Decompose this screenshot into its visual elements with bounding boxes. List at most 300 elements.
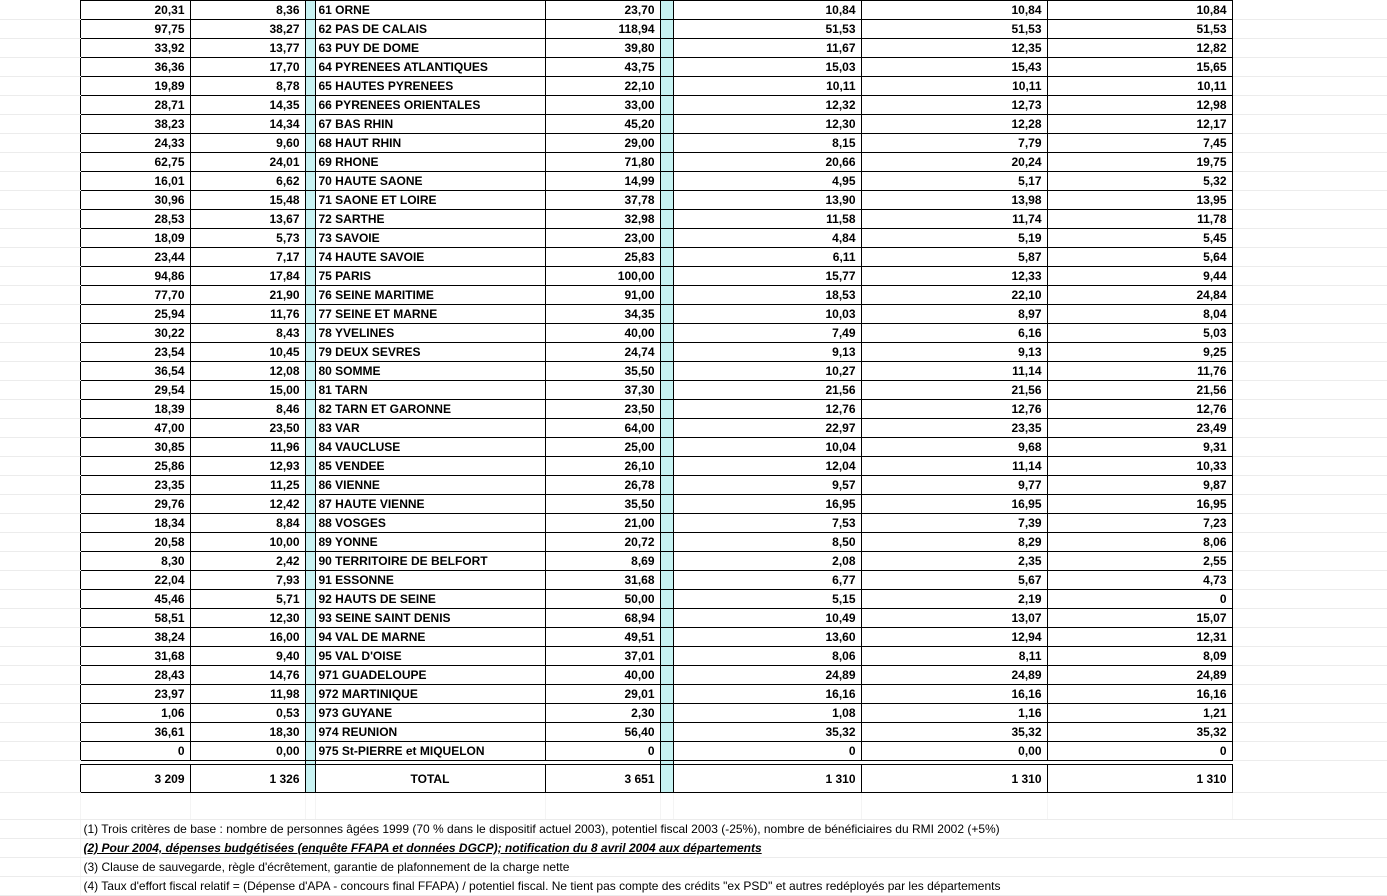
value-cell[interactable]: 24,89	[673, 666, 861, 685]
value-cell[interactable]: 0,53	[190, 704, 305, 723]
value-cell[interactable]: 11,58	[673, 210, 861, 229]
value-cell[interactable]: 0,00	[861, 742, 1047, 761]
value-cell[interactable]: 4,73	[1047, 571, 1232, 590]
value-cell[interactable]: 12,76	[861, 400, 1047, 419]
value-cell[interactable]: 10,03	[673, 305, 861, 324]
empty-cell[interactable]	[305, 793, 315, 820]
department-cell[interactable]: 80 SOMME	[315, 362, 545, 381]
value-cell[interactable]: 7,93	[190, 571, 305, 590]
value-cell[interactable]: 43,75	[545, 58, 660, 77]
value-cell[interactable]: 10,33	[1047, 457, 1232, 476]
filler-cell[interactable]	[0, 305, 80, 324]
value-cell[interactable]: 12,94	[861, 628, 1047, 647]
value-cell[interactable]: 7,17	[190, 248, 305, 267]
value-cell[interactable]: 5,87	[861, 248, 1047, 267]
value-cell[interactable]: 13,60	[673, 628, 861, 647]
value-cell[interactable]: 39,80	[545, 39, 660, 58]
value-cell[interactable]: 7,23	[1047, 514, 1232, 533]
value-cell[interactable]: 5,03	[1047, 324, 1232, 343]
filler-cell[interactable]	[1232, 343, 1387, 362]
filler-cell[interactable]	[0, 324, 80, 343]
value-cell[interactable]: 7,49	[673, 324, 861, 343]
empty-cell[interactable]	[80, 793, 190, 820]
filler-cell[interactable]	[0, 229, 80, 248]
filler-cell[interactable]	[0, 153, 80, 172]
total-value-cell[interactable]: 3 651	[545, 765, 660, 793]
filler-cell[interactable]	[1232, 571, 1387, 590]
department-cell[interactable]: 75 PARIS	[315, 267, 545, 286]
filler-cell[interactable]	[1232, 381, 1387, 400]
value-cell[interactable]: 12,32	[673, 96, 861, 115]
value-cell[interactable]: 25,86	[80, 457, 190, 476]
total-value-cell[interactable]: 3 209	[80, 765, 190, 793]
department-cell[interactable]: 67 BAS RHIN	[315, 115, 545, 134]
value-cell[interactable]: 13,77	[190, 39, 305, 58]
department-cell[interactable]: 76 SEINE MARITIME	[315, 286, 545, 305]
filler-cell[interactable]	[0, 77, 80, 96]
value-cell[interactable]: 23,50	[190, 419, 305, 438]
filler-cell[interactable]	[1232, 210, 1387, 229]
filler-cell[interactable]	[0, 362, 80, 381]
filler-cell[interactable]	[0, 248, 80, 267]
value-cell[interactable]: 38,23	[80, 115, 190, 134]
department-cell[interactable]: 89 YONNE	[315, 533, 545, 552]
filler-cell[interactable]	[1232, 134, 1387, 153]
value-cell[interactable]: 10,84	[861, 1, 1047, 20]
value-cell[interactable]: 58,51	[80, 609, 190, 628]
value-cell[interactable]: 24,89	[861, 666, 1047, 685]
value-cell[interactable]: 24,01	[190, 153, 305, 172]
value-cell[interactable]: 13,67	[190, 210, 305, 229]
value-cell[interactable]: 7,79	[861, 134, 1047, 153]
value-cell[interactable]: 14,99	[545, 172, 660, 191]
filler-cell[interactable]	[0, 476, 80, 495]
value-cell[interactable]: 34,35	[545, 305, 660, 324]
value-cell[interactable]: 10,45	[190, 343, 305, 362]
filler-cell[interactable]	[0, 172, 80, 191]
value-cell[interactable]: 18,39	[80, 400, 190, 419]
department-cell[interactable]: 86 VIENNE	[315, 476, 545, 495]
value-cell[interactable]: 24,74	[545, 343, 660, 362]
value-cell[interactable]: 21,90	[190, 286, 305, 305]
value-cell[interactable]: 16,95	[673, 495, 861, 514]
value-cell[interactable]: 118,94	[545, 20, 660, 39]
value-cell[interactable]: 10,04	[673, 438, 861, 457]
filler-cell[interactable]	[1232, 495, 1387, 514]
filler-cell[interactable]	[0, 723, 80, 742]
value-cell[interactable]: 13,90	[673, 191, 861, 210]
value-cell[interactable]: 24,89	[1047, 666, 1232, 685]
value-cell[interactable]: 12,82	[1047, 39, 1232, 58]
value-cell[interactable]: 35,50	[545, 362, 660, 381]
value-cell[interactable]: 10,27	[673, 362, 861, 381]
value-cell[interactable]: 6,16	[861, 324, 1047, 343]
value-cell[interactable]: 38,27	[190, 20, 305, 39]
filler-cell[interactable]	[1232, 685, 1387, 704]
filler-cell[interactable]	[1232, 476, 1387, 495]
value-cell[interactable]: 10,11	[673, 77, 861, 96]
value-cell[interactable]: 11,14	[861, 457, 1047, 476]
value-cell[interactable]: 6,77	[673, 571, 861, 590]
value-cell[interactable]: 0	[545, 742, 660, 761]
value-cell[interactable]: 33,00	[545, 96, 660, 115]
filler-cell[interactable]	[0, 134, 80, 153]
filler-cell[interactable]	[0, 666, 80, 685]
value-cell[interactable]: 20,66	[673, 153, 861, 172]
department-cell[interactable]: 70 HAUTE SAONE	[315, 172, 545, 191]
value-cell[interactable]: 8,46	[190, 400, 305, 419]
value-cell[interactable]: 23,97	[80, 685, 190, 704]
value-cell[interactable]: 1,21	[1047, 704, 1232, 723]
filler-cell[interactable]	[1232, 229, 1387, 248]
value-cell[interactable]: 5,73	[190, 229, 305, 248]
filler-cell[interactable]	[1232, 58, 1387, 77]
value-cell[interactable]: 0,00	[190, 742, 305, 761]
value-cell[interactable]: 50,00	[545, 590, 660, 609]
value-cell[interactable]: 9,60	[190, 134, 305, 153]
value-cell[interactable]: 9,68	[861, 438, 1047, 457]
value-cell[interactable]: 11,78	[1047, 210, 1232, 229]
value-cell[interactable]: 56,40	[545, 723, 660, 742]
filler-cell[interactable]	[0, 495, 80, 514]
value-cell[interactable]: 2,55	[1047, 552, 1232, 571]
value-cell[interactable]: 29,54	[80, 381, 190, 400]
value-cell[interactable]: 5,19	[861, 229, 1047, 248]
filler-cell[interactable]	[1232, 267, 1387, 286]
value-cell[interactable]: 20,72	[545, 533, 660, 552]
department-cell[interactable]: 84 VAUCLUSE	[315, 438, 545, 457]
value-cell[interactable]: 14,35	[190, 96, 305, 115]
department-cell[interactable]: 74 HAUTE SAVOIE	[315, 248, 545, 267]
filler-cell[interactable]	[1232, 514, 1387, 533]
value-cell[interactable]: 5,67	[861, 571, 1047, 590]
value-cell[interactable]: 12,30	[190, 609, 305, 628]
value-cell[interactable]: 22,04	[80, 571, 190, 590]
value-cell[interactable]: 1,08	[673, 704, 861, 723]
total-value-cell[interactable]: 1 310	[1047, 765, 1232, 793]
value-cell[interactable]: 9,40	[190, 647, 305, 666]
department-cell[interactable]: 64 PYRENEES ATLANTIQUES	[315, 58, 545, 77]
value-cell[interactable]: 23,54	[80, 343, 190, 362]
filler-cell[interactable]	[1232, 362, 1387, 381]
filler-cell[interactable]	[1232, 742, 1387, 761]
value-cell[interactable]: 16,95	[861, 495, 1047, 514]
value-cell[interactable]: 17,84	[190, 267, 305, 286]
value-cell[interactable]: 20,24	[861, 153, 1047, 172]
value-cell[interactable]: 51,53	[861, 20, 1047, 39]
value-cell[interactable]: 18,53	[673, 286, 861, 305]
filler-cell[interactable]	[0, 457, 80, 476]
filler-cell[interactable]	[0, 590, 80, 609]
value-cell[interactable]: 8,36	[190, 1, 305, 20]
department-cell[interactable]: 972 MARTINIQUE	[315, 685, 545, 704]
filler-cell[interactable]	[0, 210, 80, 229]
value-cell[interactable]: 24,84	[1047, 286, 1232, 305]
value-cell[interactable]: 36,36	[80, 58, 190, 77]
value-cell[interactable]: 22,10	[861, 286, 1047, 305]
value-cell[interactable]: 32,98	[545, 210, 660, 229]
value-cell[interactable]: 8,06	[1047, 533, 1232, 552]
filler-cell[interactable]	[0, 20, 80, 39]
department-cell[interactable]: 65 HAUTES PYRENEES	[315, 77, 545, 96]
value-cell[interactable]: 8,09	[1047, 647, 1232, 666]
filler-cell[interactable]	[1232, 153, 1387, 172]
value-cell[interactable]: 2,30	[545, 704, 660, 723]
value-cell[interactable]: 37,78	[545, 191, 660, 210]
value-cell[interactable]: 30,22	[80, 324, 190, 343]
value-cell[interactable]: 23,44	[80, 248, 190, 267]
value-cell[interactable]: 10,84	[673, 1, 861, 20]
value-cell[interactable]: 12,08	[190, 362, 305, 381]
value-cell[interactable]: 5,32	[1047, 172, 1232, 191]
filler-cell[interactable]	[1232, 704, 1387, 723]
value-cell[interactable]: 8,04	[1047, 305, 1232, 324]
filler-cell[interactable]	[0, 765, 80, 793]
department-cell[interactable]: 85 VENDEE	[315, 457, 545, 476]
filler-cell[interactable]	[1232, 419, 1387, 438]
total-value-cell[interactable]: 1 326	[190, 765, 305, 793]
filler-cell[interactable]	[1232, 191, 1387, 210]
empty-cell[interactable]	[0, 877, 80, 896]
value-cell[interactable]: 5,15	[673, 590, 861, 609]
value-cell[interactable]: 71,80	[545, 153, 660, 172]
value-cell[interactable]: 12,73	[861, 96, 1047, 115]
filler-cell[interactable]	[0, 533, 80, 552]
value-cell[interactable]: 10,11	[861, 77, 1047, 96]
value-cell[interactable]: 8,11	[861, 647, 1047, 666]
value-cell[interactable]: 35,32	[861, 723, 1047, 742]
filler-cell[interactable]	[1232, 324, 1387, 343]
value-cell[interactable]: 26,10	[545, 457, 660, 476]
filler-cell[interactable]	[1232, 666, 1387, 685]
value-cell[interactable]: 28,43	[80, 666, 190, 685]
value-cell[interactable]: 19,89	[80, 77, 190, 96]
total-value-cell[interactable]: 1 310	[673, 765, 861, 793]
value-cell[interactable]: 8,69	[545, 552, 660, 571]
total-value-cell[interactable]: 1 310	[861, 765, 1047, 793]
filler-cell[interactable]	[0, 419, 80, 438]
filler-cell[interactable]	[1232, 77, 1387, 96]
value-cell[interactable]: 18,34	[80, 514, 190, 533]
value-cell[interactable]: 9,25	[1047, 343, 1232, 362]
department-cell[interactable]: 62 PAS DE CALAIS	[315, 20, 545, 39]
value-cell[interactable]: 15,77	[673, 267, 861, 286]
value-cell[interactable]: 51,53	[673, 20, 861, 39]
value-cell[interactable]: 31,68	[545, 571, 660, 590]
value-cell[interactable]: 9,87	[1047, 476, 1232, 495]
value-cell[interactable]: 12,76	[673, 400, 861, 419]
department-cell[interactable]: 82 TARN ET GARONNE	[315, 400, 545, 419]
value-cell[interactable]: 8,30	[80, 552, 190, 571]
value-cell[interactable]: 22,97	[673, 419, 861, 438]
department-cell[interactable]: 69 RHONE	[315, 153, 545, 172]
value-cell[interactable]: 12,35	[861, 39, 1047, 58]
value-cell[interactable]: 8,50	[673, 533, 861, 552]
value-cell[interactable]: 12,28	[861, 115, 1047, 134]
value-cell[interactable]: 12,98	[1047, 96, 1232, 115]
value-cell[interactable]: 6,62	[190, 172, 305, 191]
empty-cell[interactable]	[0, 839, 80, 858]
value-cell[interactable]: 2,42	[190, 552, 305, 571]
value-cell[interactable]: 100,00	[545, 267, 660, 286]
value-cell[interactable]: 35,32	[1047, 723, 1232, 742]
filler-cell[interactable]	[1232, 609, 1387, 628]
value-cell[interactable]: 15,00	[190, 381, 305, 400]
value-cell[interactable]: 21,56	[673, 381, 861, 400]
value-cell[interactable]: 21,56	[861, 381, 1047, 400]
value-cell[interactable]: 16,16	[1047, 685, 1232, 704]
empty-cell[interactable]	[0, 820, 80, 839]
value-cell[interactable]: 16,16	[673, 685, 861, 704]
value-cell[interactable]: 11,67	[673, 39, 861, 58]
department-cell[interactable]: 71 SAONE ET LOIRE	[315, 191, 545, 210]
value-cell[interactable]: 15,03	[673, 58, 861, 77]
filler-cell[interactable]	[0, 343, 80, 362]
value-cell[interactable]: 12,33	[861, 267, 1047, 286]
filler-cell[interactable]	[1232, 1, 1387, 20]
value-cell[interactable]: 35,50	[545, 495, 660, 514]
value-cell[interactable]: 12,42	[190, 495, 305, 514]
value-cell[interactable]: 16,16	[861, 685, 1047, 704]
filler-cell[interactable]	[1232, 590, 1387, 609]
filler-cell[interactable]	[0, 381, 80, 400]
footnote-text[interactable]: (1) Trois critères de base : nombre de personnes âgées 1999 (70 % dans le dispositif actuel 2003), potentiel fiscal 2003 (-25%), nombre de bénéficiaires du RMI 2002 (+5%)	[80, 820, 1387, 839]
filler-cell[interactable]	[1232, 457, 1387, 476]
filler-cell[interactable]	[0, 1, 80, 20]
department-cell[interactable]: 971 GUADELOUPE	[315, 666, 545, 685]
value-cell[interactable]: 8,78	[190, 77, 305, 96]
value-cell[interactable]: 1,16	[861, 704, 1047, 723]
value-cell[interactable]: 68,94	[545, 609, 660, 628]
empty-cell[interactable]	[315, 793, 545, 820]
value-cell[interactable]: 33,92	[80, 39, 190, 58]
value-cell[interactable]: 12,76	[1047, 400, 1232, 419]
value-cell[interactable]: 8,97	[861, 305, 1047, 324]
value-cell[interactable]: 14,34	[190, 115, 305, 134]
value-cell[interactable]: 5,45	[1047, 229, 1232, 248]
value-cell[interactable]: 19,75	[1047, 153, 1232, 172]
value-cell[interactable]: 30,96	[80, 191, 190, 210]
value-cell[interactable]: 47,00	[80, 419, 190, 438]
value-cell[interactable]: 9,13	[861, 343, 1047, 362]
value-cell[interactable]: 25,00	[545, 438, 660, 457]
filler-cell[interactable]	[0, 115, 80, 134]
value-cell[interactable]: 0	[1047, 742, 1232, 761]
value-cell[interactable]: 12,04	[673, 457, 861, 476]
filler-cell[interactable]	[0, 191, 80, 210]
filler-cell[interactable]	[1232, 248, 1387, 267]
value-cell[interactable]: 9,13	[673, 343, 861, 362]
value-cell[interactable]: 21,56	[1047, 381, 1232, 400]
filler-cell[interactable]	[1232, 172, 1387, 191]
department-cell[interactable]: 87 HAUTE VIENNE	[315, 495, 545, 514]
value-cell[interactable]: 8,29	[861, 533, 1047, 552]
department-cell[interactable]: 72 SARTHE	[315, 210, 545, 229]
department-cell[interactable]: 63 PUY DE DOME	[315, 39, 545, 58]
value-cell[interactable]: 20,58	[80, 533, 190, 552]
filler-cell[interactable]	[1232, 628, 1387, 647]
filler-cell[interactable]	[1232, 96, 1387, 115]
value-cell[interactable]: 20,31	[80, 1, 190, 20]
department-cell[interactable]: 68 HAUT RHIN	[315, 134, 545, 153]
value-cell[interactable]: 94,86	[80, 267, 190, 286]
filler-cell[interactable]	[0, 571, 80, 590]
filler-cell[interactable]	[0, 685, 80, 704]
value-cell[interactable]: 1,06	[80, 704, 190, 723]
filler-cell[interactable]	[1232, 647, 1387, 666]
value-cell[interactable]: 15,07	[1047, 609, 1232, 628]
value-cell[interactable]: 13,07	[861, 609, 1047, 628]
filler-cell[interactable]	[0, 609, 80, 628]
value-cell[interactable]: 23,35	[80, 476, 190, 495]
filler-cell[interactable]	[1232, 400, 1387, 419]
value-cell[interactable]: 10,49	[673, 609, 861, 628]
filler-cell[interactable]	[1232, 552, 1387, 571]
value-cell[interactable]: 7,53	[673, 514, 861, 533]
value-cell[interactable]: 40,00	[545, 666, 660, 685]
filler-cell[interactable]	[1232, 765, 1387, 793]
filler-cell[interactable]	[1232, 305, 1387, 324]
value-cell[interactable]: 2,08	[673, 552, 861, 571]
filler-cell[interactable]	[0, 647, 80, 666]
empty-cell[interactable]	[545, 793, 660, 820]
value-cell[interactable]: 91,00	[545, 286, 660, 305]
value-cell[interactable]: 10,11	[1047, 77, 1232, 96]
value-cell[interactable]: 30,85	[80, 438, 190, 457]
department-cell[interactable]: 974 REUNION	[315, 723, 545, 742]
value-cell[interactable]: 10,84	[1047, 1, 1232, 20]
value-cell[interactable]: 25,94	[80, 305, 190, 324]
value-cell[interactable]: 15,43	[861, 58, 1047, 77]
empty-cell[interactable]	[660, 793, 673, 820]
value-cell[interactable]: 5,64	[1047, 248, 1232, 267]
department-cell[interactable]: 79 DEUX SEVRES	[315, 343, 545, 362]
empty-cell[interactable]	[861, 793, 1047, 820]
value-cell[interactable]: 9,31	[1047, 438, 1232, 457]
filler-cell[interactable]	[0, 552, 80, 571]
department-cell[interactable]: 61 ORNE	[315, 1, 545, 20]
empty-cell[interactable]	[1047, 793, 1232, 820]
department-cell[interactable]: 92 HAUTS DE SEINE	[315, 590, 545, 609]
value-cell[interactable]: 2,35	[861, 552, 1047, 571]
filler-cell[interactable]	[0, 286, 80, 305]
department-cell[interactable]: 81 TARN	[315, 381, 545, 400]
value-cell[interactable]: 0	[673, 742, 861, 761]
filler-cell[interactable]	[0, 628, 80, 647]
department-cell[interactable]: 91 ESSONNE	[315, 571, 545, 590]
value-cell[interactable]: 36,54	[80, 362, 190, 381]
value-cell[interactable]: 16,01	[80, 172, 190, 191]
department-cell[interactable]: 973 GUYANE	[315, 704, 545, 723]
empty-cell[interactable]	[0, 858, 80, 877]
value-cell[interactable]: 11,98	[190, 685, 305, 704]
value-cell[interactable]: 10,00	[190, 533, 305, 552]
value-cell[interactable]: 45,20	[545, 115, 660, 134]
department-cell[interactable]: 95 VAL D'OISE	[315, 647, 545, 666]
value-cell[interactable]: 12,17	[1047, 115, 1232, 134]
value-cell[interactable]: 17,70	[190, 58, 305, 77]
department-cell[interactable]: 93 SEINE SAINT DENIS	[315, 609, 545, 628]
department-cell[interactable]: 66 PYRENEES ORIENTALES	[315, 96, 545, 115]
total-label-cell[interactable]: TOTAL	[315, 765, 545, 793]
value-cell[interactable]: 18,30	[190, 723, 305, 742]
value-cell[interactable]: 7,45	[1047, 134, 1232, 153]
value-cell[interactable]: 29,01	[545, 685, 660, 704]
value-cell[interactable]: 62,75	[80, 153, 190, 172]
value-cell[interactable]: 0	[1047, 590, 1232, 609]
filler-cell[interactable]	[1232, 723, 1387, 742]
empty-cell[interactable]	[0, 793, 80, 820]
